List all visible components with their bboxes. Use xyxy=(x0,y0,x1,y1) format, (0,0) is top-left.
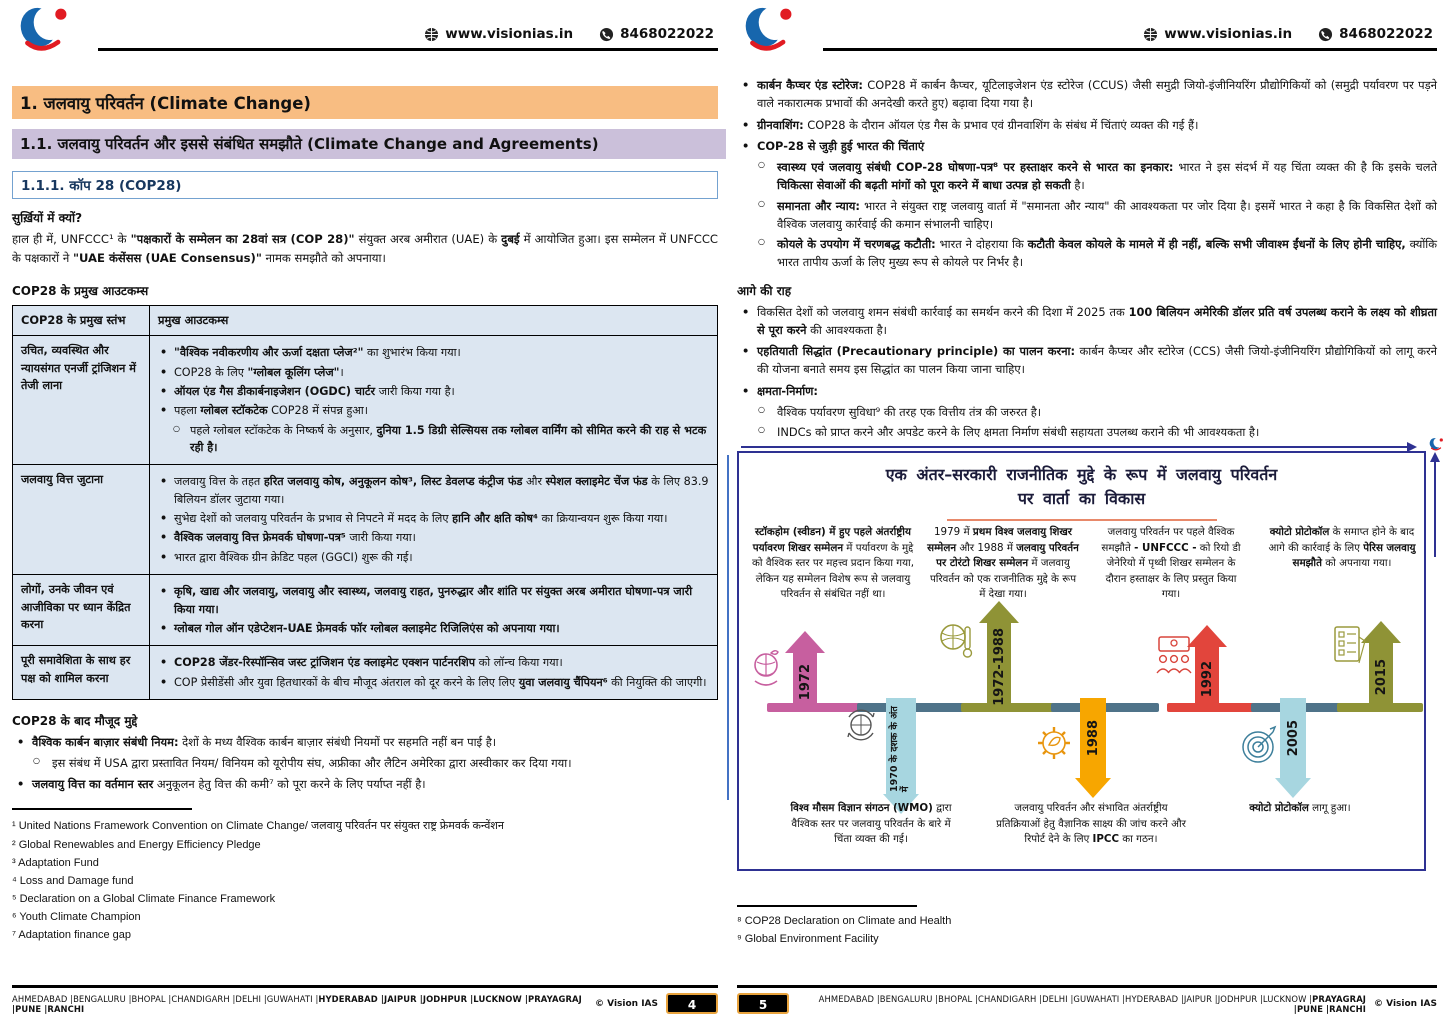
timeline-note-wmo: विश्व मौसम विज्ञान संगठन (WMO) द्वारा वैश्विक स्तर पर जलवायु परिवर्तन के बारे में चिंता व्यक्त की गई। xyxy=(790,802,952,846)
footnote-divider xyxy=(12,808,192,810)
decorative-arrow-right xyxy=(741,446,1407,448)
timeline-note-1979-1988: 1979 में प्रथम विश्व जलवायु शिखर सम्मेलन और 1988 में जलवायु परिवर्तन पर टोरंटो शिखर सम्मेलन में जलवायु परिवर्तन को एक राजनीतिक मुद्दे के रूप में देखा गया। xyxy=(927,526,1079,600)
hand-globe-icon xyxy=(747,649,785,691)
page-header xyxy=(12,0,718,64)
list-item: • एहतियाती सिद्धांत (Precautionary principle) का पालन करना: कार्बन कैप्चर और स्टोरेज (CCS) जैसी जियो-इंजीनियरिंग प्रौद्योगिकियों को लागू करने की योजना बनाते समय इस सिद्धांत का पालन किया जाना चाहिए। xyxy=(737,342,1437,379)
header-website: www.visionias.in xyxy=(1164,26,1293,42)
sub-list-item: ○ कोयले के उपयोग में चरणबद्ध कटौती: भारत ने दोहराया कि कटौती केवल कोयले के मामले में ही नहीं, बल्कि सभी जीवाश्म ईंधनों के लिए होनी चाहिए, क्योंकि भारत तापीय ऊर्जा के लिए मुख्य रूप से कोयले पर निर्भर है। xyxy=(737,235,1437,272)
globe-icon xyxy=(424,27,439,42)
visionias-mini-logo xyxy=(1428,437,1445,456)
list-item: • पहला ग्लोबल स्टॉकटेक COP28 में संपन्न हुआ। xyxy=(158,402,709,419)
pillar-cell: जलवायु वित्त जुटाना xyxy=(13,465,150,575)
footnote: ⁵ Declaration on a Global Climate Finance Framework xyxy=(12,892,276,905)
why-in-news-heading: सुर्ख़ियों में क्यों? xyxy=(12,211,83,225)
sub-list-item: ○ समानता और न्याय: भारत ने संयुक्त राष्ट्र जलवायु वार्ता में "समानता और न्याय" की आवश्यकता पर जोर दिया है। इसमें भारत ने कहा है कि विकसित देशों को वैश्विक जलवायु कार्रवाई की कमान संभालनी चाहिए। xyxy=(737,197,1437,234)
footnote: ⁷ Adaptation finance gap xyxy=(12,928,131,941)
sub-list-item: ○ INDCs को प्राप्त करने और अपडेट करने के लिए क्षमता निर्माण संबंधी सहायता उपलब्ध कराने की भी आवश्यकता है। xyxy=(737,423,1437,441)
phone-icon xyxy=(1318,27,1333,42)
header-divider xyxy=(98,48,718,51)
page-divider-line xyxy=(727,455,729,800)
globe-icon xyxy=(1143,27,1158,42)
footer-copyright: © Vision IAS xyxy=(1374,998,1437,1009)
footnote: ² Global Renewables and Energy Efficiency Pledge xyxy=(12,838,261,851)
outcomes-cell xyxy=(150,336,718,465)
timeline-note-stockholm: स्टॉकहोम (स्वीडन) में हुए पहले अंतर्राष्ट्रीय पर्यावरण शिखर सम्मेलन में पर्यावरण के मुद्दे को वैश्विक स्तर पर महत्त्व प्रदान किया गया, लेकिन यह सम्मेलन विशेष रूप से जलवायु परिवर्तन से संबंधित नहीं था। xyxy=(752,526,914,600)
header-phone: 8468022022 xyxy=(620,26,714,42)
timeline-arrow-2005: 2005 xyxy=(1275,698,1311,798)
infographic-title: एक अंतर–सरकारी राजनीतिक मुद्दे के रूप में जलवायु परिवर्तन पर वार्ता का विकास xyxy=(885,465,1278,509)
list-item: • ग्लोबल गोल ऑन एडेप्टेशन-UAE फ्रेमवर्क फॉर ग्लोबल क्लाइमेट रिजिलिएंस को अपनाया गया। xyxy=(158,620,709,637)
footnote: ⁸ COP28 Declaration on Climate and Health xyxy=(737,915,952,928)
footer-cities: AHMEDABAD |BENGALURU |BHOPAL |CHANDIGARH |DELHI |GUWAHATI |HYDERABAD |JAIPUR |JODHPUR |LUCKNOW |PRAYAGRAJ |PUNE |RANCHI xyxy=(12,993,582,1014)
header-phone: 8468022022 xyxy=(1339,26,1433,42)
checklist-icon xyxy=(1329,623,1367,669)
list-item: • कार्बन कैप्चर एंड स्टोरेज: COP28 में कार्बन कैप्चर, यूटिलाइजेशन एंड स्टोरेज (CCUS) जैसी समुद्री जियो-इंजीनियरिंग प्रौद्योगिकियों को (समुद्री पर्यावरण पर पड़ने वाले नकारात्मक प्रभावों की अनदेखी करते हुए) बढ़ावा दिया गया है। xyxy=(737,76,1437,113)
table-row xyxy=(13,336,718,465)
globe-thermometer-icon xyxy=(937,619,975,663)
outcomes-cell xyxy=(150,646,718,700)
footnote: ⁹ Global Environment Facility xyxy=(737,933,879,946)
list-item: • कृषि, खाद्य और जलवायु, जलवायु और स्वास्थ्य, जलवायु राहत, पुनरुद्धार और शांति पर संयुक्त अरब अमीरात घोषणा-पत्र जारी किया गया। xyxy=(158,583,709,618)
list-item: • COP28 जेंडर-रिस्पॉन्सिव जस्ट ट्रांजिशन एंड क्लाइमेट एक्शन पार्टनरशिप को लॉन्च किया गया। xyxy=(158,654,709,671)
phone-icon xyxy=(599,27,614,42)
sub-list-item: ○ स्वास्थ्य एवं जलवायु संबंधी COP-28 घोषणा-पत्र⁸ पर हस्ताक्षर करने से भारत का इनकार: भारत ने इस संदर्भ में यह चिंता व्यक्त की है कि इसके चलते चिकित्सा सेवाओं की बढ़ती मांगों को पूरा करने में बाधा उत्पन्न हो सकती है। xyxy=(737,158,1437,195)
page-footer xyxy=(12,985,718,1014)
list-item: • वैश्विक कार्बन बाज़ार संबंधी नियम: देशों के मध्य वैश्विक कार्बन बाज़ार संबंधी नियमों पर सहमति नहीं बन पाई है। xyxy=(12,733,718,751)
list-item: • सुभेद्य देशों को जलवायु परिवर्तन के प्रभाव से निपटने में मदद के लिए हानि और क्षति कोष⁴ का क्रियान्वयन शुरू किया गया। xyxy=(158,510,709,527)
section-heading: 1.1. जलवायु परिवर्तन और इससे संबंधित समझौते (Climate Change and Agreements) xyxy=(12,129,726,159)
page-5 xyxy=(737,0,1437,1022)
page-number: 5 xyxy=(737,993,789,1014)
list-item: • वैश्विक जलवायु वित्त फ्रेमवर्क घोषणा-पत्र⁵ जारी किया गया। xyxy=(158,529,709,546)
page-number: 4 xyxy=(666,993,718,1014)
way-forward-heading: आगे की राह xyxy=(737,283,792,298)
list-item: • जलवायु वित्त का वर्तमान स्तर अनुकूलन हेतु वित्त की कमी⁷ को पूरा करने के लिए पर्याप्त नहीं है। xyxy=(12,775,718,793)
page-footer xyxy=(737,985,1437,1014)
table-row xyxy=(13,575,718,646)
column-header-outcomes: प्रमुख आउटकम्स xyxy=(150,305,718,336)
list-item: • ग्रीनवाशिंग: COP28 के दौरान ऑयल एंड गैस के प्रभाव एवं ग्रीनवाशिंग के संबंध में चिंताएं व्यक्त की गई हैं। xyxy=(737,116,1437,134)
pillar-cell: लोगों, उनके जीवन एवं आजीविका पर ध्यान केंद्रित करना xyxy=(13,575,150,646)
target-icon xyxy=(1239,723,1281,767)
visionias-logo xyxy=(739,4,803,60)
footnote-divider xyxy=(737,905,917,907)
column-header-pillars: COP28 के प्रमुख स्तंभ xyxy=(13,305,150,336)
timeline-arrow-1972: 1972 xyxy=(785,631,825,711)
table-row xyxy=(13,646,718,700)
sub-list-item: ○ इस संबंध में USA द्वारा प्रस्तावित नियम/ विनियम को यूरोपीय संघ, अफ्रीका और लैटिन अमेरिका द्वारा अस्वीकार कर दिया गया। xyxy=(12,754,718,772)
recycle-globe-icon xyxy=(843,705,879,745)
footer-copyright: © Vision IAS xyxy=(595,998,658,1009)
timeline-note-kyoto-paris: क्योटो प्रोटोकॉल के समाप्त होने के बाद आगे की कार्रवाई के लिए पेरिस जलवायु समझौते को अपनाया गया। xyxy=(1268,526,1416,570)
list-item: • ऑयल एंड गैस डीकार्बनाइजेशन (OGDC) चार्टर जारी किया गया है। xyxy=(158,383,709,400)
intro-paragraph: हाल ही में, UNFCCC¹ के "पक्षकारों के सम्मेलन का 28वां सत्र (COP 28)" संयुक्त अरब अमीरात (UAE) के दुबई में आयोजित हुआ। इस सम्मेलन में UNFCCC के पक्षकारों ने "UAE कंसेंसस (UAE Consensus)" नामक समझौते को अपनाया। xyxy=(12,232,719,265)
page-4 xyxy=(12,0,718,1022)
list-item: • COP28 के लिए "ग्लोबल कूलिंग प्लेज"। xyxy=(158,364,709,381)
footnote: ⁴ Loss and Damage fund xyxy=(12,874,134,887)
list-item: • COP प्रेसीडेंसी और युवा हितधारकों के बीच मौजूद अंतराल को दूर करने के लिए लिए युवा जलवायु चैंपियन⁶ की नियुक्ति की जाएगी। xyxy=(158,674,709,691)
page-header xyxy=(737,0,1437,64)
table-header-row xyxy=(13,305,718,336)
decorative-arrow-up xyxy=(1434,461,1436,557)
header-divider xyxy=(823,48,1437,51)
list-item: • क्षमता-निर्माण: xyxy=(737,382,1437,400)
timeline-arrow-1988: 1988 xyxy=(1075,698,1111,798)
timeline-note-kyoto: क्योटो प्रोटोकॉल लागू हुआ। xyxy=(1249,802,1351,815)
outcomes-cell xyxy=(150,465,718,575)
subsection-heading: 1.1.1. कॉप 28 (COP28) xyxy=(12,171,718,199)
issues-heading: COP28 के बाद मौजूद मुद्दे xyxy=(12,713,138,728)
timeline-arrow-1992: 1992 xyxy=(1187,625,1227,711)
outcomes-cell xyxy=(150,575,718,646)
pillar-cell: उचित, व्यवस्थित और न्यायसंगत एनर्जी ट्रांजिशन में तेजी लाना xyxy=(13,336,150,465)
table-row xyxy=(13,465,718,575)
footnote: ¹ United Nations Framework Convention on Climate Change/ जलवायु परिवर्तन पर संयुक्त राष्ट्र फ्रेमवर्क कन्वेंशन xyxy=(12,819,504,832)
footer-cities: AHMEDABAD |BENGALURU |BHOPAL |CHANDIGARH |DELHI |GUWAHATI |HYDERABAD |JAIPUR |JODHPUR |LUCKNOW |PRAYAGRAJ |PUNE |RANCHI xyxy=(818,993,1366,1014)
list-item: • भारत द्वारा वैश्विक ग्रीन क्रेडिट पहल (GGCI) शुरू की गई। xyxy=(158,549,709,566)
header-website: www.visionias.in xyxy=(445,26,574,42)
list-item: • COP-28 से जुड़ी हुई भारत की चिंताएं xyxy=(737,137,1437,155)
sub-list-item: ○ पहले ग्लोबल स्टॉकटेक के निष्कर्ष के अनुसार, दुनिया 1.5 डिग्री सेल्सियस तक ग्लोबल वार्मिंग को सीमित करने की राह से भटक रही है। xyxy=(158,422,709,457)
timeline-note-unfccc: जलवायु परिवर्तन पर पहले वैश्विक समझौते - UNFCCC - को रियो डी जेनेरियो में पृथ्वी शिखर सम्मेलन के दौरान हस्ताक्षर के लिए प्रस्तुत किया गया। xyxy=(1101,526,1241,600)
footnote: ⁶ Youth Climate Champion xyxy=(12,910,141,923)
climate-negotiation-timeline-infographic xyxy=(737,451,1426,871)
visionias-logo xyxy=(14,4,78,60)
timeline-arrow-2015: 2015 xyxy=(1361,621,1401,711)
list-item: • विकसित देशों को जलवायु शमन संबंधी कार्रवाई का समर्थन करने की दिशा में 2025 तक 100 बिलियन अमेरिकी डॉलर प्रति वर्ष उपलब्ध कराने के लक्ष्य को शीघ्रता से पूरा करने की आवश्यकता है। xyxy=(737,303,1437,340)
chapter-heading: 1. जलवायु परिवर्तन (Climate Change) xyxy=(12,86,718,119)
timeline-arrow-1972-1988: 1972-1988 xyxy=(979,601,1019,711)
sub-list-item: ○ वैश्विक पर्यावरण सुविधा⁹ की तरह एक वित्तीय तंत्र की जरुरत है। xyxy=(737,403,1437,421)
timeline-arrow-late-1970s: 1970 के दशक के अंत में xyxy=(883,698,919,814)
timeline-note-ipcc: जलवायु परिवर्तन और संभावित अंतर्राष्ट्रीय प्रतिक्रियाओं हेतु वैज्ञानिक साक्ष्य की जांच करने और रिपोर्ट देने के लिए IPCC का गठन। xyxy=(996,802,1186,846)
gear-leaf-icon xyxy=(1035,723,1073,763)
meeting-icon xyxy=(1153,633,1195,677)
pillar-cell: पूरी समावेशिता के साथ हर पक्ष को शामिल करना xyxy=(13,646,150,700)
footnote: ³ Adaptation Fund xyxy=(12,856,99,869)
list-item: • "वैश्विक नवीकरणीय और ऊर्जा दक्षता प्लेज²" का शुभारंभ किया गया। xyxy=(158,344,709,361)
list-item: • जलवायु वित्त के तहत हरित जलवायु कोष, अनुकूलन कोष³, लिस्ट डेवलप्ड कंट्रीज फंड और स्पेशल क्लाइमेट चेंज फंड के लिए 83.9 बिलियन डॉलर जुटाया गया। xyxy=(158,473,709,508)
cop28-outcomes-table xyxy=(12,305,718,700)
outcomes-table-title: COP28 के प्रमुख आउटकम्स xyxy=(12,283,149,298)
